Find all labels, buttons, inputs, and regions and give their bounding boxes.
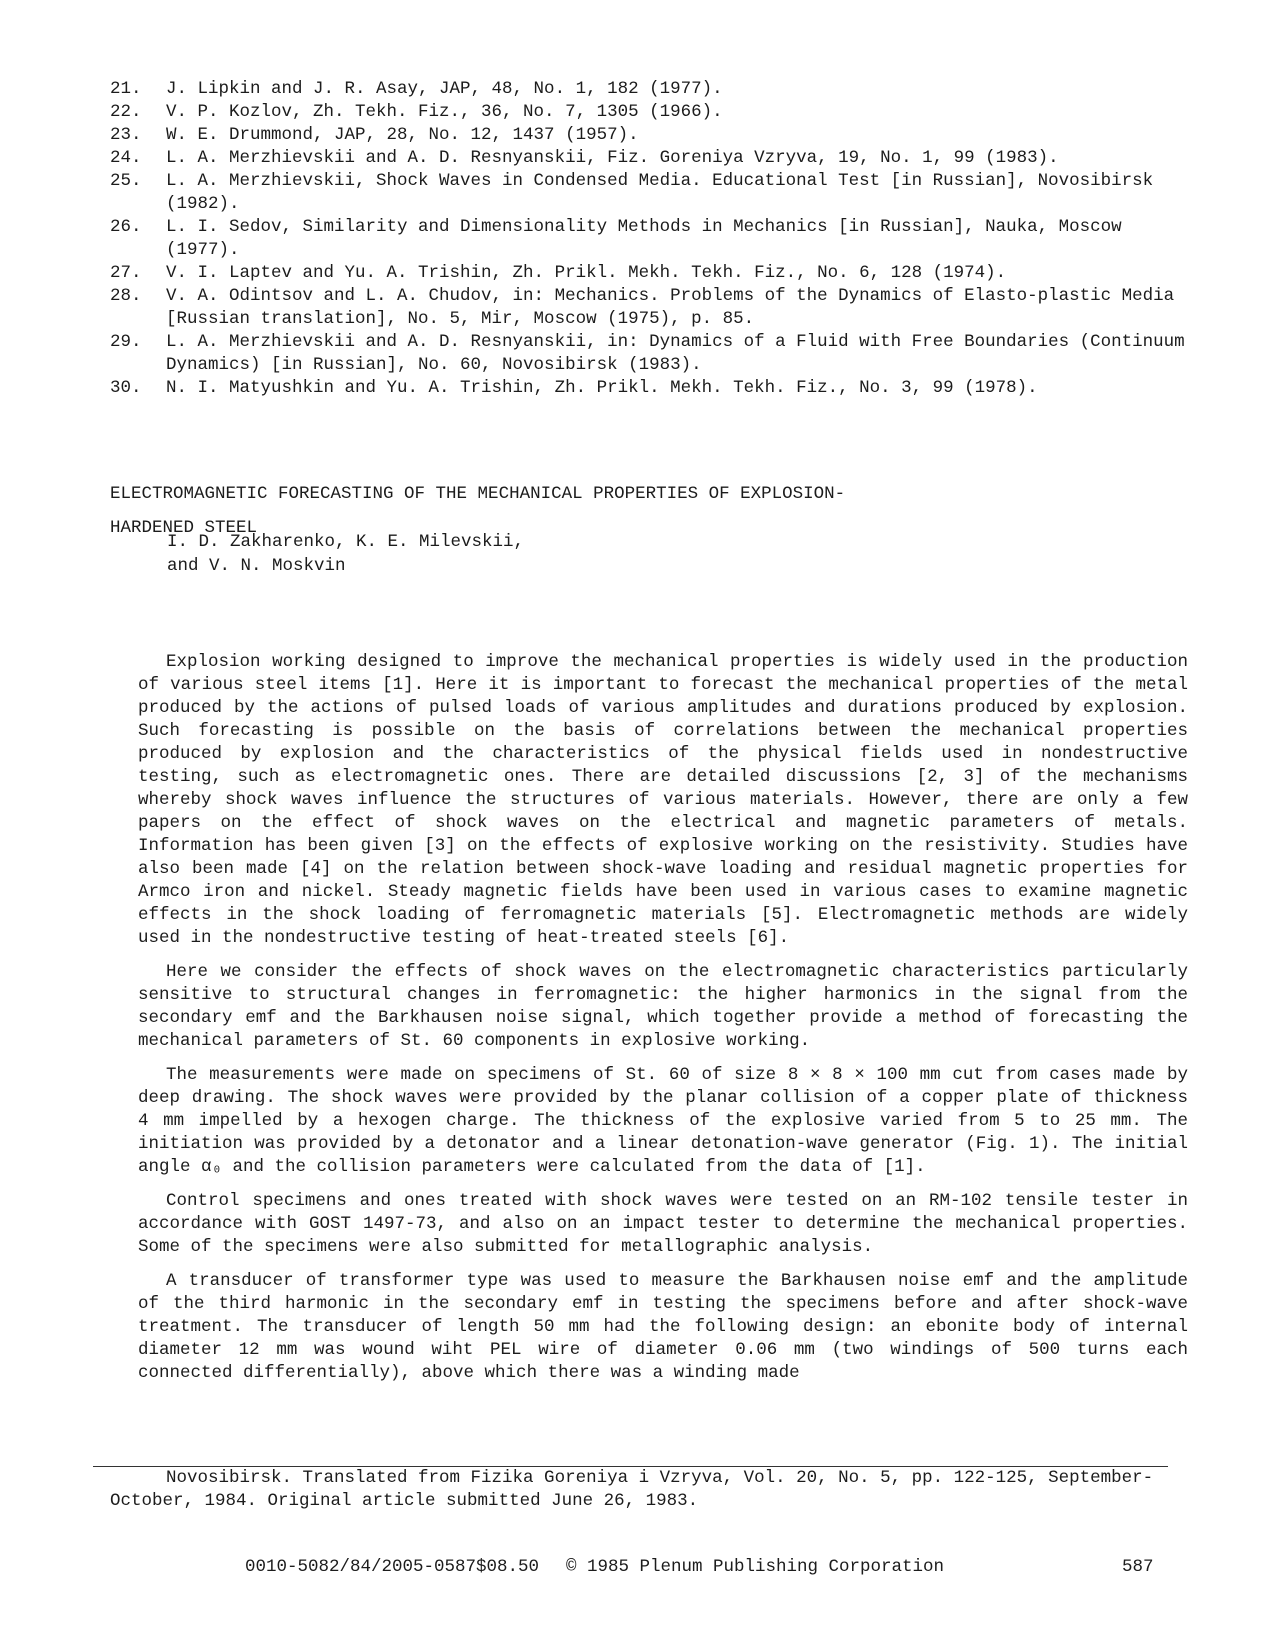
reference-number: 25. — [110, 171, 142, 191]
reference-item — [110, 377, 1190, 400]
reference-text: L. I. Sedov, Similarity and Dimensionality Methods in Mechanics [in Russian], Nauka, Moscow (1977). — [166, 217, 1133, 260]
body-paragraph: Control specimens and ones treated with shock waves were tested on an RM-102 tensile tester in accordance with GOST 1497-73, and also on an impact tester to determine the mechanical properties. Some of the specimens were also submitted for metallographic analysis. — [138, 1191, 1188, 1257]
copyright-notice: © 1985 Plenum Publishing Corporation — [566, 1557, 945, 1577]
article-title-line-2: HARDENED STEEL — [110, 518, 258, 538]
reference-text: N. I. Matyushkin and Yu. A. Trishin, Zh. Prikl. Mekh. Tekh. Fiz., No. 3, 99 (1978). — [166, 378, 1038, 398]
reference-number: 22. — [110, 102, 142, 122]
reference-text: L. A. Merzhievskii and A. D. Resnyanskii, Fiz. Goreniya Vzryva, 19, No. 1, 99 (1983). — [166, 148, 1059, 168]
body-paragraph: The measurements were made on specimens of St. 60 of size 8 × 8 × 100 mm cut from cases made by deep drawing. The shock waves were provided by the planar collision of a copper plate of thickness 4 mm impelled by a hexogen charge. The thickness of the explosive varied from 5 to 25 mm. The initiation was provided by a detonator and a linear detonation-wave generator (Fig. 1). The initial angle α₀ and the collision parameters were calculated from the data of [1]. — [138, 1065, 1188, 1177]
reference-item — [110, 78, 1190, 101]
article-authors — [167, 530, 524, 578]
reference-item — [110, 285, 1190, 331]
reference-number: 24. — [110, 148, 142, 168]
article-title-line-1: ELECTROMAGNETIC FORECASTING OF THE MECHANICAL PROPERTIES OF EXPLOSION- — [110, 484, 846, 504]
reference-item — [110, 331, 1196, 377]
reference-text: V. I. Laptev and Yu. A. Trishin, Zh. Prikl. Mekh. Tekh. Fiz., No. 6, 128 (1974). — [166, 263, 1007, 283]
reference-number: 30. — [110, 378, 142, 398]
reference-number: 28. — [110, 286, 142, 306]
reference-item — [110, 124, 1190, 147]
article-body — [138, 651, 1188, 1396]
reference-item — [110, 216, 1190, 262]
authors-line-1: I. D. Zakharenko, K. E. Milevskii, — [167, 532, 525, 552]
authors-line-2: and V. N. Moskvin — [167, 556, 346, 576]
body-paragraph: Explosion working designed to improve the mechanical properties is widely used in the production of various steel items [1]. Here it is important to forecast the mechanical properties of the metal produced by the actions of pulsed loads of various amplitudes and durations produced by explosion. Such forecasting is possible on the basis of correlations between the mechanical properties produced by explosion and the characteristics of the physical fields used in nondestructive testing, such as electromagnetic ones. There are detailed discussions [2, 3] of the mechanisms whereby shock waves influence the structures of various materials. However, there are only a few papers on the effect of shock waves on the electrical and magnetic parameters of metals. Information has been given [3] on the effects of explosive working on the resistivity. Studies have also been made [4] on the relation between shock-wave loading and residual magnetic properties for Armco iron and nickel. Steady magnetic fields have been used in various cases to examine magnetic effects in the shock loading of ferromagnetic materials [5]. Electromagnetic methods are widely used in the nondestructive testing of heat-treated steels [6]. — [138, 652, 1188, 948]
body-paragraph: Here we consider the effects of shock waves on the electromagnetic characteristics particularly sensitive to structural changes in ferromagnetic: the higher harmonics in the signal from the secondary emf and the Barkhausen noise signal, which together provide a method of forecasting the mechanical parameters of St. 60 components in explosive working. — [138, 962, 1188, 1051]
reference-text: V. A. Odintsov and L. A. Chudov, in: Mechanics. Problems of the Dynamics of Elasto-plastic Media [Russian translation], No. 5, Mir, Moscow (1975), p. 85. — [166, 286, 1185, 329]
reference-text: J. Lipkin and J. R. Asay, JAP, 48, No. 1, 182 (1977). — [166, 79, 723, 99]
body-paragraph: A transducer of transformer type was used to measure the Barkhausen noise emf and the amplitude of the third harmonic in the secondary emf in testing the specimens before and after shock-wave treatment. The transducer of length 50 mm had the following design: an ebonite body of internal diameter 12 mm was wound wiht PEL wire of diameter 0.06 mm (two windings of 500 turns each connected differentially), above which there was a winding made — [138, 1271, 1188, 1383]
publication-code: 0010-5082/84/2005-0587$08.50 — [245, 1557, 540, 1577]
reference-list — [110, 78, 1196, 400]
reference-number: 27. — [110, 263, 142, 283]
reference-text: L. A. Merzhievskii and A. D. Resnyanskii, in: Dynamics of a Fluid with Free Boundaries (Continuum Dynamics) [in Russian], No. 60, Novosibirsk (1983). — [166, 332, 1196, 375]
reference-number: 23. — [110, 125, 142, 145]
reference-item — [110, 147, 1190, 170]
reference-number: 26. — [110, 217, 142, 237]
page-number: 587 — [1122, 1557, 1154, 1577]
reference-item — [110, 101, 1190, 124]
reference-text: V. P. Kozlov, Zh. Tekh. Fiz., 36, No. 7, 1305 (1966). — [166, 102, 723, 122]
reference-item — [110, 262, 1190, 285]
page-footer — [0, 1557, 1275, 1581]
reference-number: 21. — [110, 79, 142, 99]
reference-item — [110, 170, 1190, 216]
footnote: Novosibirsk. Translated from Fizika Goreniya i Vzryva, Vol. 20, No. 5, pp. 122-125, September-October, 1984. Original article submitted June 26, 1983. — [110, 1468, 1154, 1511]
reference-text: W. E. Drummond, JAP, 28, No. 12, 1437 (1957). — [166, 125, 639, 145]
reference-number: 29. — [110, 332, 142, 352]
reference-text: L. A. Merzhievskii, Shock Waves in Condensed Media. Educational Test [in Russian], Novosibirsk (1982). — [166, 171, 1164, 214]
